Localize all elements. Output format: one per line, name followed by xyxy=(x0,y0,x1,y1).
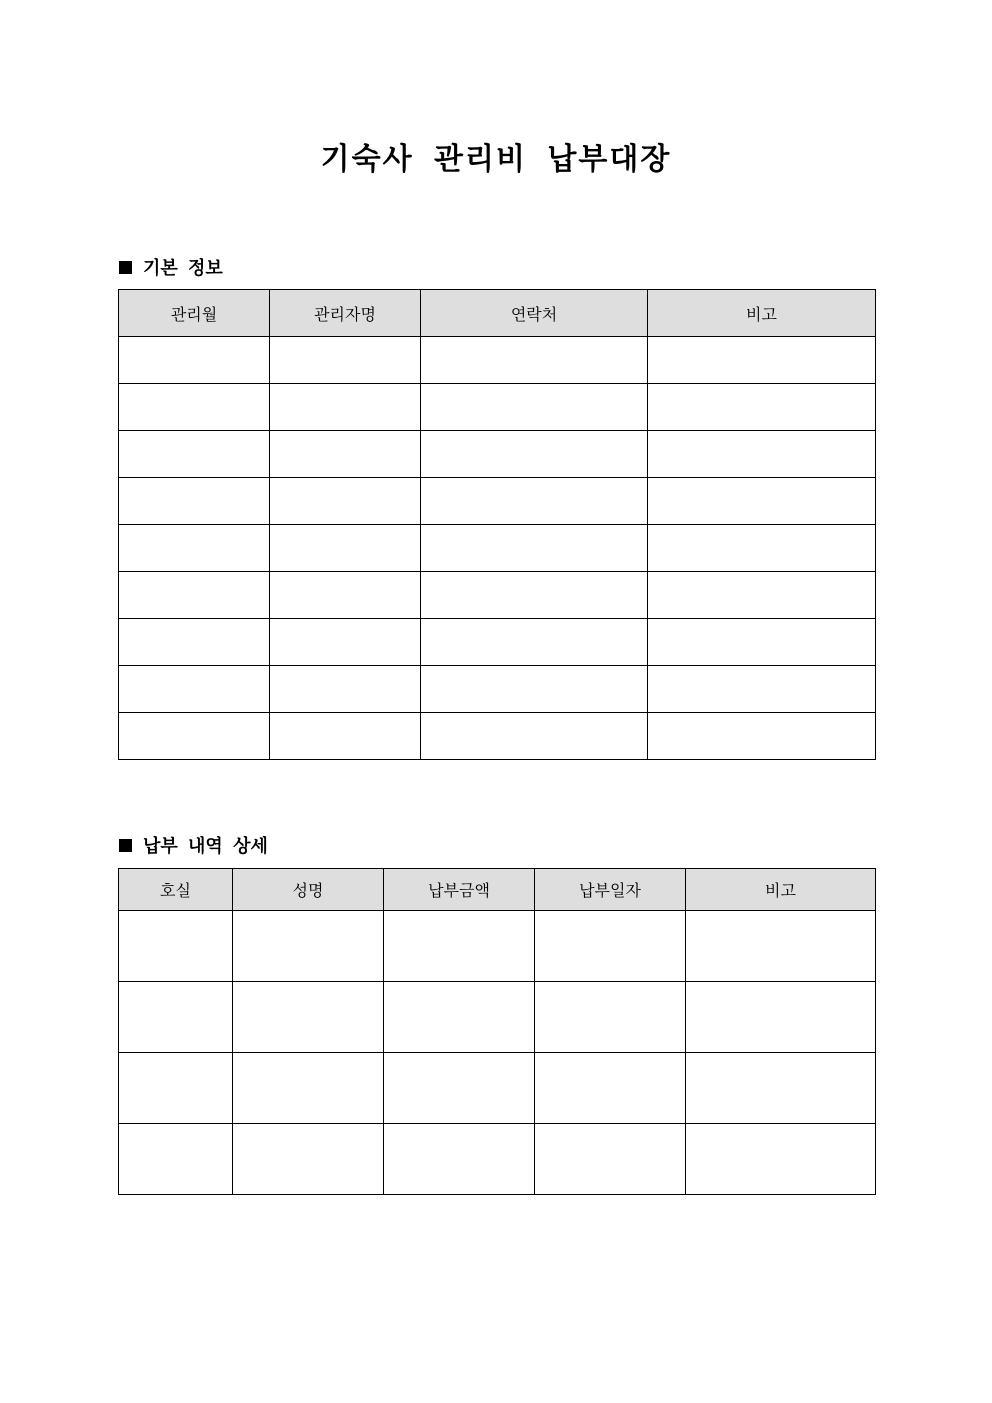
table-cell[interactable] xyxy=(421,619,648,666)
table-cell[interactable] xyxy=(119,1053,233,1124)
table-cell[interactable] xyxy=(119,713,270,760)
table-cell[interactable] xyxy=(233,911,384,982)
table-cell[interactable] xyxy=(421,384,648,431)
table-cell[interactable] xyxy=(421,713,648,760)
table-row xyxy=(119,1053,876,1124)
table-cell[interactable] xyxy=(648,572,876,619)
table-cell[interactable] xyxy=(648,337,876,384)
table-cell[interactable] xyxy=(270,525,421,572)
table-row xyxy=(119,431,876,478)
table-cell[interactable] xyxy=(119,1124,233,1195)
table-cell[interactable] xyxy=(648,478,876,525)
table-cell[interactable] xyxy=(119,478,270,525)
square-bullet-icon xyxy=(119,261,132,274)
table-cell[interactable] xyxy=(119,525,270,572)
table-row xyxy=(119,911,876,982)
square-bullet-icon xyxy=(119,839,132,852)
table-cell[interactable] xyxy=(535,1124,686,1195)
table-cell[interactable] xyxy=(119,337,270,384)
table-cell[interactable] xyxy=(119,982,233,1053)
table-cell[interactable] xyxy=(384,911,535,982)
table-row xyxy=(119,478,876,525)
table-cell[interactable] xyxy=(233,1124,384,1195)
section-heading-label: 기본 정보 xyxy=(143,258,223,279)
table-cell[interactable] xyxy=(686,911,876,982)
table-cell[interactable] xyxy=(421,666,648,713)
table-row xyxy=(119,525,876,572)
table-cell[interactable] xyxy=(686,1124,876,1195)
table-header-row xyxy=(119,869,876,911)
table-cell[interactable] xyxy=(384,982,535,1053)
table-cell[interactable] xyxy=(270,666,421,713)
header-contact: 연락처 xyxy=(421,290,648,337)
table-cell[interactable] xyxy=(686,1053,876,1124)
header-room: 호실 xyxy=(119,869,233,911)
table-cell[interactable] xyxy=(648,666,876,713)
table-cell[interactable] xyxy=(270,337,421,384)
table-row xyxy=(119,337,876,384)
page-title: 기숙사 관리비 납부대장 xyxy=(320,142,672,177)
header-manager-name: 관리자명 xyxy=(270,290,421,337)
table-cell[interactable] xyxy=(421,478,648,525)
table-cell[interactable] xyxy=(119,666,270,713)
table-row xyxy=(119,982,876,1053)
table-cell[interactable] xyxy=(421,431,648,478)
table-cell[interactable] xyxy=(233,1053,384,1124)
table-cell[interactable] xyxy=(686,982,876,1053)
table-cell[interactable] xyxy=(119,431,270,478)
table-cell[interactable] xyxy=(648,619,876,666)
table-row xyxy=(119,572,876,619)
table-cell[interactable] xyxy=(384,1124,535,1195)
header-management-month: 관리월 xyxy=(119,290,270,337)
header-remarks: 비고 xyxy=(686,869,876,911)
table-row xyxy=(119,713,876,760)
header-remarks: 비고 xyxy=(648,290,876,337)
table-cell[interactable] xyxy=(270,572,421,619)
header-payment-amount: 납부금액 xyxy=(384,869,535,911)
section-heading-basic-info xyxy=(119,254,223,280)
table-cell[interactable] xyxy=(119,384,270,431)
table-cell[interactable] xyxy=(119,572,270,619)
header-name: 성명 xyxy=(233,869,384,911)
table-cell[interactable] xyxy=(535,982,686,1053)
table-row xyxy=(119,666,876,713)
table-cell[interactable] xyxy=(233,982,384,1053)
table-cell[interactable] xyxy=(421,337,648,384)
table-cell[interactable] xyxy=(421,525,648,572)
basic-info-table xyxy=(118,289,876,760)
table-cell[interactable] xyxy=(384,1053,535,1124)
payment-details-table xyxy=(118,868,876,1195)
table-cell[interactable] xyxy=(119,911,233,982)
table-cell[interactable] xyxy=(270,478,421,525)
table-cell[interactable] xyxy=(270,619,421,666)
table-row xyxy=(119,384,876,431)
table-cell[interactable] xyxy=(270,431,421,478)
table-cell[interactable] xyxy=(648,384,876,431)
table-cell[interactable] xyxy=(535,911,686,982)
section-heading-label: 납부 내역 상세 xyxy=(143,836,268,857)
table-cell[interactable] xyxy=(535,1053,686,1124)
table-cell[interactable] xyxy=(648,525,876,572)
table-header-row xyxy=(119,290,876,337)
table-cell[interactable] xyxy=(270,713,421,760)
table-cell[interactable] xyxy=(648,431,876,478)
table-row xyxy=(119,619,876,666)
table-cell[interactable] xyxy=(648,713,876,760)
table-cell[interactable] xyxy=(421,572,648,619)
table-cell[interactable] xyxy=(119,619,270,666)
table-row xyxy=(119,1124,876,1195)
header-payment-date: 납부일자 xyxy=(535,869,686,911)
section-heading-payment-details xyxy=(119,832,268,858)
table-cell[interactable] xyxy=(270,384,421,431)
